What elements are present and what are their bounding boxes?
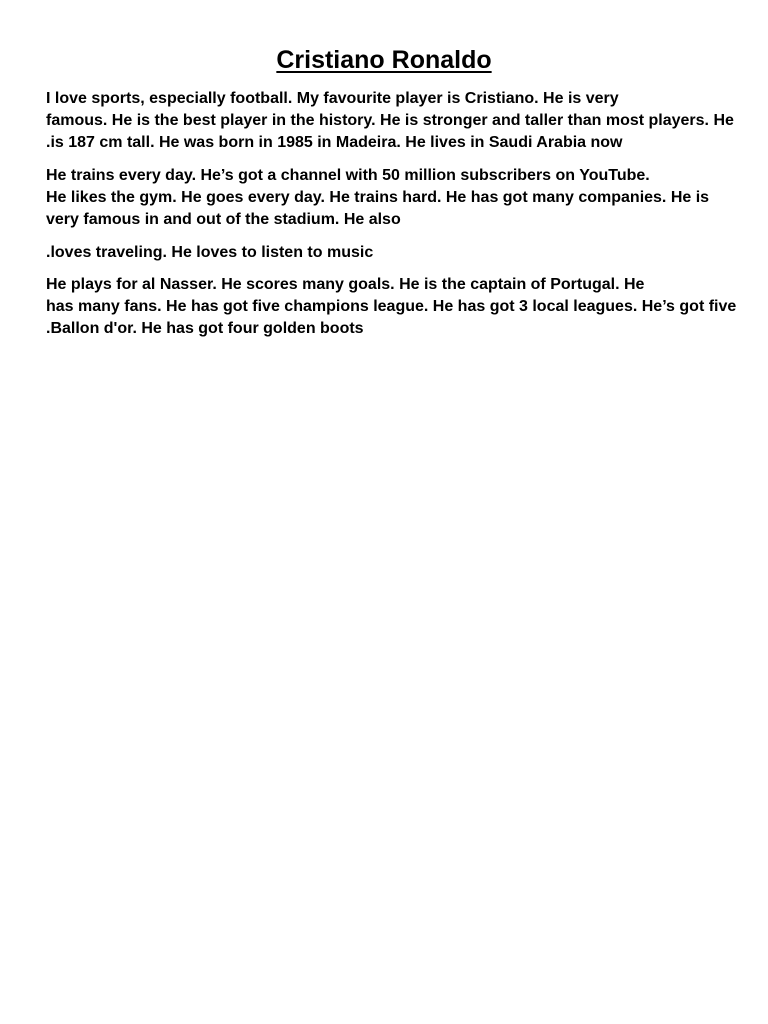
paragraph-line: .is 187 cm tall. He was born in 1985 in Madeira. He lives in Saudi Arabia now xyxy=(46,134,623,151)
paragraph-3 xyxy=(46,242,736,264)
paragraph-1 xyxy=(46,88,736,154)
document-title: Cristiano Ronaldo xyxy=(276,46,492,74)
paragraph-2 xyxy=(46,165,736,231)
paragraph-line: has many fans. He has got five champions league. He has got 3 local leagues. He’s got five xyxy=(46,298,737,315)
paragraph-line: famous. He is the best player in the history. He is stronger and taller than most players. He xyxy=(46,112,734,129)
paragraph-line: .Ballon d'or. He has got four golden boots xyxy=(46,320,364,337)
paragraph-line: .loves traveling. He loves to listen to music xyxy=(46,244,374,261)
paragraph-line: very famous in and out of the stadium. He also xyxy=(46,211,401,228)
paragraph-line: I love sports, especially football. My favourite player is Cristiano. He is very xyxy=(46,90,619,107)
paragraph-line: He likes the gym. He goes every day. He trains hard. He has got many companies. He is xyxy=(46,189,710,206)
paragraph-line: He trains every day. He’s got a channel with 50 million subscribers on YouTube. xyxy=(46,167,650,184)
paragraph-4 xyxy=(46,274,736,340)
paragraph-line: He plays for al Nasser. He scores many goals. He is the captain of Portugal. He xyxy=(46,276,645,293)
